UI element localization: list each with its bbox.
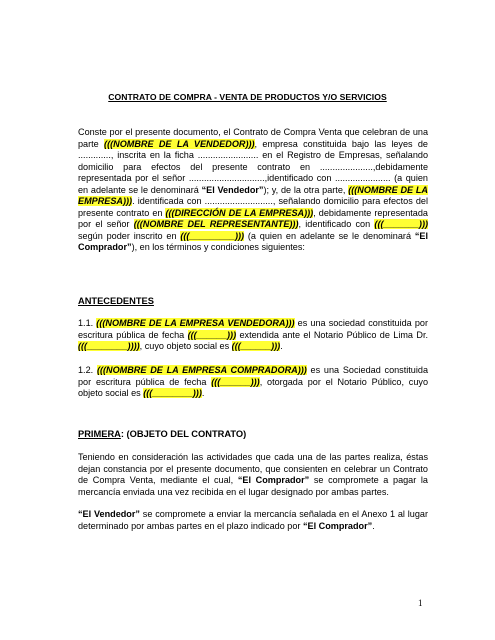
document-title: CONTRATO DE COMPRA - VENTA DE PRODUCTOS Y/O SERVICIOS bbox=[108, 92, 387, 102]
section-heading-antecedentes: ANTECEDENTES bbox=[78, 296, 154, 306]
placeholder-seller-name: (((NOMBRE DE LA VENDEDOR))) bbox=[104, 138, 255, 149]
placeholder-representative-name: (((NOMBRE DEL REPRESENTANTE))) bbox=[133, 219, 299, 229]
placeholder-company-address: (((DIRECCIÓN DE LA EMPRESA))) bbox=[165, 207, 314, 218]
placeholder-company-name: (((NOMBRE DE LA EMPRESA))) bbox=[78, 184, 428, 206]
placeholder-seller-company: (((NOMBRE DE LA EMPRESA VENDEDORA))) bbox=[96, 318, 295, 328]
intro-paragraph: Conste por el presente documento, el Contrato de Compra Venta que celebran de una parte (((NOMBRE DE LA VENDEDOR))), empresa constituida bajo las leyes de ............., inscrita en la ficha ........................ en el Registro de Empresas, señalando domicilio para efectos del presente contrato en .....................,debidamente representada por el señor ..............................,identificado con ...................... (a quien en adelante se le denominará “El Vendedor”); y, de la otra parte, (((NOMBRE DE LA EMPRESA))). identificada con ..........................., señalando domicilio para efectos del presente contrato en (((DIRECCIÓN DE LA EMPRESA))), debidamente representada por el señor (((NOMBRE DEL REPRESENTANTE))), identificado con (((_______))) según poder inscrito en (((_________))) (a quien en adelante se le denominará “El Comprador”), en los términos y condiciones siguientes: bbox=[78, 127, 428, 252]
placeholder-registry: (((_________))) bbox=[180, 230, 245, 241]
placeholder-buyer-company: (((NOMBRE DE LA EMPRESA COMPRADORA))) bbox=[96, 365, 307, 375]
antecedentes-paragraph-2: 1.2. (((NOMBRE DE LA EMPRESA COMPRADORA))) es una Sociedad constituida por escritura pública de fecha (((______))), otorgada por el Notario Público, cuyo objeto social es (((________))). bbox=[78, 365, 429, 398]
page-number: 1 bbox=[418, 598, 423, 608]
placeholder-id: (((_______))) bbox=[374, 219, 428, 229]
antecedentes-paragraph-1: 1.1. (((NOMBRE DE LA EMPRESA VENDEDORA))) es una sociedad constituida por escritura pública de fecha (((______))) extendida ante el Notario Público de Lima Dr. (((________)))), cuyo objeto social es (((______))). bbox=[78, 318, 428, 351]
primera-paragraph-2: “El Vendedor” se compromete a enviar la mercancía señalada en el Anexo 1 al lugar determinado por ambas partes en el plazo indicado por “El Comprador”. bbox=[78, 509, 428, 531]
primera-paragraph-1: Teniendo en consideración las actividades que cada una de las partes realiza, éstas dejan constancia por el presente documento, que consienten en celebrar un Contrato de Compra Venta, mediante el cual, “El Comprador” se compromete a pagar la mercancía enviada una vez recibida en el lugar designado por ambas partes. bbox=[78, 452, 428, 497]
section-heading-primera: PRIMERA: (OBJETO DEL CONTRATO) bbox=[78, 429, 247, 439]
